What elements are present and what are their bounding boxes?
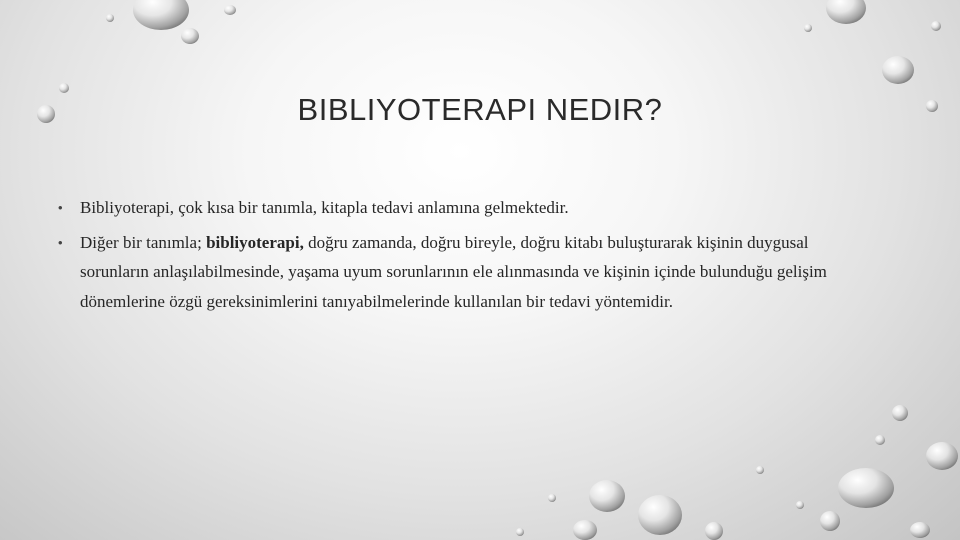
bullet-item-1 bbox=[58, 193, 878, 223]
slide-title: BIBLIYOTERAPI NEDIR? bbox=[297, 92, 663, 127]
bullet-text-prefix: Diğer bir tanımla; bbox=[80, 232, 207, 252]
bullet-text-rest: doğru zamanda, doğru bireyle, doğru kitabı buluşturarak kişinin duygusal sorunların anlaşılabilmesinde, yaşama uyum sorunlarının ele alınmasında ve kişinin içinde bulunduğu gelişim dönemlerine özgü gereksinimlerini tanıyabilmelerinde kullanılan bir tedavi yöntemidir. bbox=[80, 232, 827, 311]
bullet-text: Bibliyoterapi, çok kısa bir tanımla, kitapla tedavi anlamına gelmektedir. bbox=[80, 198, 569, 217]
droplet-cluster-bottom-center bbox=[516, 466, 764, 540]
bullet-item-2 bbox=[58, 228, 878, 317]
bullet-marker: • bbox=[58, 200, 63, 215]
bullet-bold-term: bibliyoterapi, bbox=[206, 232, 304, 252]
droplet-cluster-bottom-right bbox=[796, 405, 958, 538]
bullet-list bbox=[58, 193, 878, 321]
bullet-marker: • bbox=[58, 234, 63, 250]
